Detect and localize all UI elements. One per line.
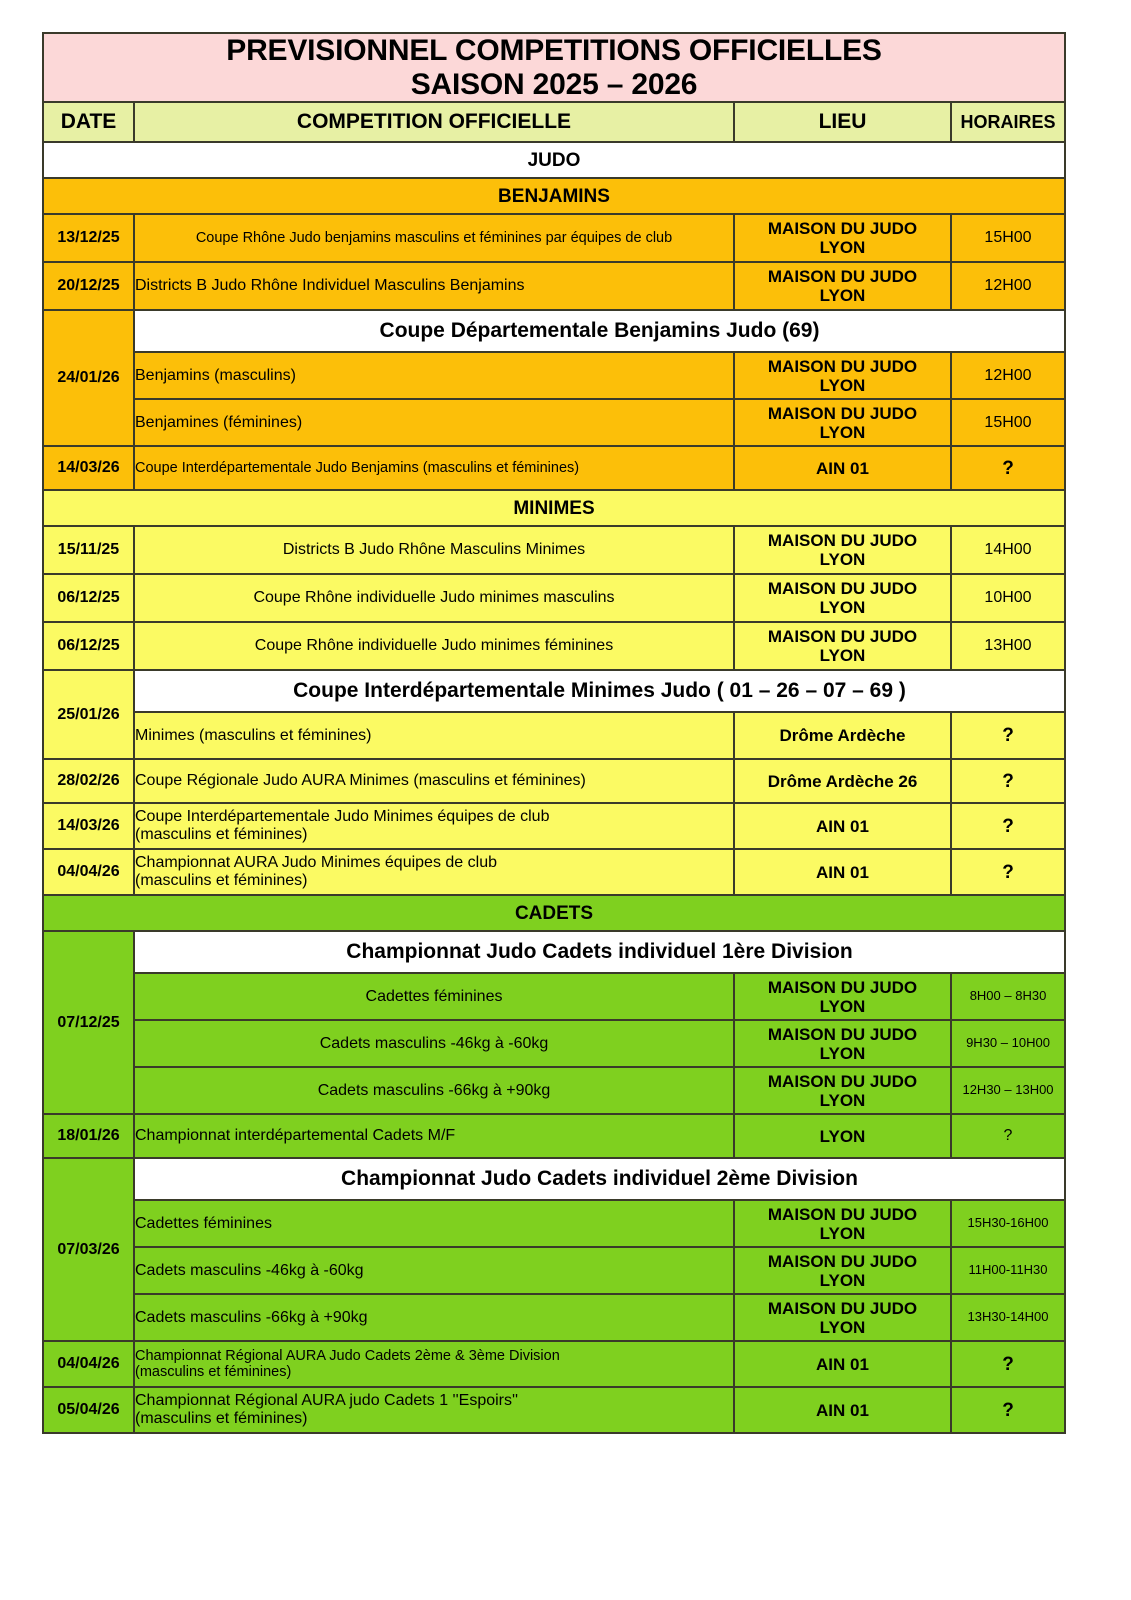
row-competition: Coupe Rhône Judo benjamins masculins et féminines par équipes de club — [134, 214, 734, 262]
row-lieu — [734, 1294, 951, 1341]
section-band-benjamins: BENJAMINS — [43, 178, 1065, 214]
column-header-lieu: LIEU — [734, 102, 951, 142]
table-row — [43, 1341, 1065, 1387]
row-lieu-line2: LYON — [819, 1090, 866, 1110]
row-competition: Districts B Judo Rhône Individuel Masculins Benjamins — [134, 262, 734, 310]
row-competition: Cadets masculins -46kg à -60kg — [134, 1247, 734, 1294]
row-horaire: 15H00 — [951, 399, 1065, 446]
table-row — [43, 1247, 1065, 1294]
row-date: 28/02/26 — [43, 759, 134, 803]
row-competition: Coupe Interdépartementale Judo Benjamins (masculins et féminines) — [134, 446, 734, 490]
row-lieu: AIN 01 — [734, 446, 951, 490]
row-date: 06/12/25 — [43, 574, 134, 622]
row-horaire: ? — [951, 803, 1065, 849]
row-lieu — [734, 214, 951, 262]
column-header-competition: COMPETITION OFFICIELLE — [134, 102, 734, 142]
group-date: 24/01/26 — [43, 310, 134, 446]
row-lieu-line2: LYON — [819, 550, 866, 570]
row-competition-line1: Championnat Régional AURA Judo Cadets 2ème & 3ème Division — [135, 1347, 560, 1364]
row-lieu-line1: MAISON DU JUDO — [767, 1251, 918, 1271]
table-row — [43, 803, 1065, 849]
row-date: 15/11/25 — [43, 526, 134, 574]
row-competition-line2: (masculins et féminines) — [135, 872, 308, 890]
section-band-row — [43, 895, 1065, 931]
row-lieu-line2: LYON — [819, 1270, 866, 1290]
table-row — [43, 526, 1065, 574]
row-lieu-line2: LYON — [819, 598, 866, 618]
section-band-row — [43, 178, 1065, 214]
group-subtitle-row — [43, 931, 1065, 973]
group-subtitle-row — [43, 1158, 1065, 1200]
row-horaire: 12H30 – 13H00 — [951, 1067, 1065, 1114]
row-lieu-line1: MAISON DU JUDO — [767, 977, 918, 997]
row-horaire: 15H30-16H00 — [951, 1200, 1065, 1247]
row-competition: Championnat interdépartemental Cadets M/F — [134, 1114, 734, 1158]
row-lieu-line1: MAISON DU JUDO — [767, 1298, 918, 1318]
row-competition-line2: (masculins et féminines) — [135, 826, 308, 844]
row-horaire: 13H00 — [951, 622, 1065, 670]
column-header-row — [43, 102, 1065, 142]
column-header-date: DATE — [43, 102, 134, 142]
row-horaire: ? — [951, 1341, 1065, 1387]
row-lieu-line1: MAISON DU JUDO — [767, 1204, 918, 1224]
row-competition: Cadets masculins -66kg à +90kg — [134, 1067, 734, 1114]
row-competition — [134, 1341, 734, 1387]
table-row — [43, 214, 1065, 262]
row-date: 06/12/25 — [43, 622, 134, 670]
row-horaire: 13H30-14H00 — [951, 1294, 1065, 1341]
table-row — [43, 446, 1065, 490]
table-row — [43, 849, 1065, 895]
row-competition: Benjamins (masculins) — [134, 352, 734, 399]
row-competition: Minimes (masculins et féminines) — [134, 712, 734, 759]
row-lieu: Drôme Ardèche 26 — [734, 759, 951, 803]
row-horaire: ? — [951, 849, 1065, 895]
row-date: 18/01/26 — [43, 1114, 134, 1158]
row-lieu — [734, 574, 951, 622]
row-competition: Cadets masculins -66kg à +90kg — [134, 1294, 734, 1341]
row-date: 14/03/26 — [43, 803, 134, 849]
group-date: 07/03/26 — [43, 1158, 134, 1341]
row-lieu — [734, 973, 951, 1020]
row-lieu-line1: MAISON DU JUDO — [767, 579, 918, 599]
row-competition: Districts B Judo Rhône Masculins Minimes — [134, 526, 734, 574]
table-row — [43, 622, 1065, 670]
discipline-band-row — [43, 142, 1065, 178]
row-date: 05/04/26 — [43, 1387, 134, 1433]
table-row — [43, 262, 1065, 310]
row-lieu — [734, 399, 951, 446]
row-horaire: 12H00 — [951, 262, 1065, 310]
group-subtitle: Championnat Judo Cadets individuel 1ère Division — [134, 931, 1065, 973]
row-lieu-line1: MAISON DU JUDO — [767, 1071, 918, 1091]
row-competition: Coupe Régionale Judo AURA Minimes (masculins et féminines) — [134, 759, 734, 803]
row-lieu — [734, 1020, 951, 1067]
row-lieu — [734, 262, 951, 310]
section-band-cadets: CADETS — [43, 895, 1065, 931]
row-lieu: AIN 01 — [734, 1341, 951, 1387]
row-lieu-line2: LYON — [819, 238, 866, 258]
row-horaire: 8H00 – 8H30 — [951, 973, 1065, 1020]
row-lieu-line1: MAISON DU JUDO — [767, 403, 918, 423]
row-lieu-line2: LYON — [819, 1223, 866, 1243]
row-competition-line1: Championnat AURA Judo Minimes équipes de club — [135, 854, 497, 872]
row-competition-line2: (masculins et féminines) — [135, 1364, 292, 1381]
group-date: 25/01/26 — [43, 670, 134, 759]
row-lieu — [734, 1247, 951, 1294]
row-lieu-line2: LYON — [819, 1043, 866, 1063]
row-lieu-line2: LYON — [819, 1317, 866, 1337]
group-subtitle-row — [43, 670, 1065, 712]
row-lieu-line1: MAISON DU JUDO — [767, 267, 918, 287]
row-date: 13/12/25 — [43, 214, 134, 262]
row-horaire: ? — [951, 1114, 1065, 1158]
row-competition: Cadettes féminines — [134, 1200, 734, 1247]
row-horaire: 10H00 — [951, 574, 1065, 622]
row-lieu-line1: MAISON DU JUDO — [767, 1024, 918, 1044]
row-competition: Benjamines (féminines) — [134, 399, 734, 446]
row-competition — [134, 849, 734, 895]
row-lieu: LYON — [734, 1114, 951, 1158]
row-lieu — [734, 526, 951, 574]
row-horaire: 11H00-11H30 — [951, 1247, 1065, 1294]
row-lieu: Drôme Ardèche — [734, 712, 951, 759]
group-subtitle: Coupe Interdépartementale Minimes Judo ( 01 – 26 – 07 – 69 ) — [134, 670, 1065, 712]
row-horaire: ? — [951, 1387, 1065, 1433]
table-row — [43, 712, 1065, 759]
row-lieu — [734, 1200, 951, 1247]
section-band-minimes: MINIMES — [43, 490, 1065, 526]
row-date: 04/04/26 — [43, 1341, 134, 1387]
row-competition-line1: Championnat Régional AURA judo Cadets 1 ''Espoirs'' — [135, 1392, 519, 1410]
row-date: 14/03/26 — [43, 446, 134, 490]
row-competition: Coupe Rhône individuelle Judo minimes féminines — [134, 622, 734, 670]
table-row — [43, 1020, 1065, 1067]
row-lieu-line1: MAISON DU JUDO — [767, 627, 918, 647]
table-row — [43, 574, 1065, 622]
planning-sheet — [42, 32, 1064, 1434]
row-horaire: 12H00 — [951, 352, 1065, 399]
table-row — [43, 759, 1065, 803]
row-competition: Cadettes féminines — [134, 973, 734, 1020]
row-competition — [134, 803, 734, 849]
competitions-table — [42, 32, 1066, 1434]
row-competition-line1: Coupe Interdépartementale Judo Minimes équipes de club — [135, 808, 550, 826]
table-row — [43, 1067, 1065, 1114]
row-competition-line2: (masculins et féminines) — [135, 1410, 308, 1428]
row-horaire: ? — [951, 759, 1065, 803]
title-row — [43, 33, 1065, 102]
row-horaire: 15H00 — [951, 214, 1065, 262]
row-lieu-line2: LYON — [819, 375, 866, 395]
table-row — [43, 352, 1065, 399]
discipline-judo: JUDO — [43, 142, 1065, 178]
table-row — [43, 1294, 1065, 1341]
row-date: 20/12/25 — [43, 262, 134, 310]
document-title — [43, 33, 1065, 102]
row-horaire: 14H00 — [951, 526, 1065, 574]
table-row — [43, 1200, 1065, 1247]
row-competition — [134, 1387, 734, 1433]
row-horaire: ? — [951, 712, 1065, 759]
table-row — [43, 399, 1065, 446]
row-lieu — [734, 352, 951, 399]
row-horaire: 9H30 – 10H00 — [951, 1020, 1065, 1067]
title-line-1: PREVISIONNEL COMPETITIONS OFFICIELLES — [226, 34, 882, 67]
row-lieu-line1: MAISON DU JUDO — [767, 531, 918, 551]
group-subtitle-row — [43, 310, 1065, 352]
table-row — [43, 1387, 1065, 1433]
row-lieu-line1: MAISON DU JUDO — [767, 219, 918, 239]
group-date: 07/12/25 — [43, 931, 134, 1114]
row-lieu: AIN 01 — [734, 803, 951, 849]
row-lieu-line2: LYON — [819, 422, 866, 442]
row-lieu-line2: LYON — [819, 286, 866, 306]
table-row — [43, 1114, 1065, 1158]
row-lieu — [734, 622, 951, 670]
row-competition: Cadets masculins -46kg à -60kg — [134, 1020, 734, 1067]
group-subtitle: Coupe Départementale Benjamins Judo (69) — [134, 310, 1065, 352]
row-horaire: ? — [951, 446, 1065, 490]
section-band-row — [43, 490, 1065, 526]
row-lieu-line1: MAISON DU JUDO — [767, 356, 918, 376]
table-row — [43, 973, 1065, 1020]
row-date: 04/04/26 — [43, 849, 134, 895]
title-line-2: SAISON 2025 – 2026 — [410, 67, 698, 101]
row-lieu-line2: LYON — [819, 646, 866, 666]
row-lieu: AIN 01 — [734, 1387, 951, 1433]
group-subtitle: Championnat Judo Cadets individuel 2ème Division — [134, 1158, 1065, 1200]
row-lieu — [734, 1067, 951, 1114]
row-lieu-line2: LYON — [819, 996, 866, 1016]
row-lieu: AIN 01 — [734, 849, 951, 895]
column-header-horaires: HORAIRES — [951, 102, 1065, 142]
row-competition: Coupe Rhône individuelle Judo minimes masculins — [134, 574, 734, 622]
